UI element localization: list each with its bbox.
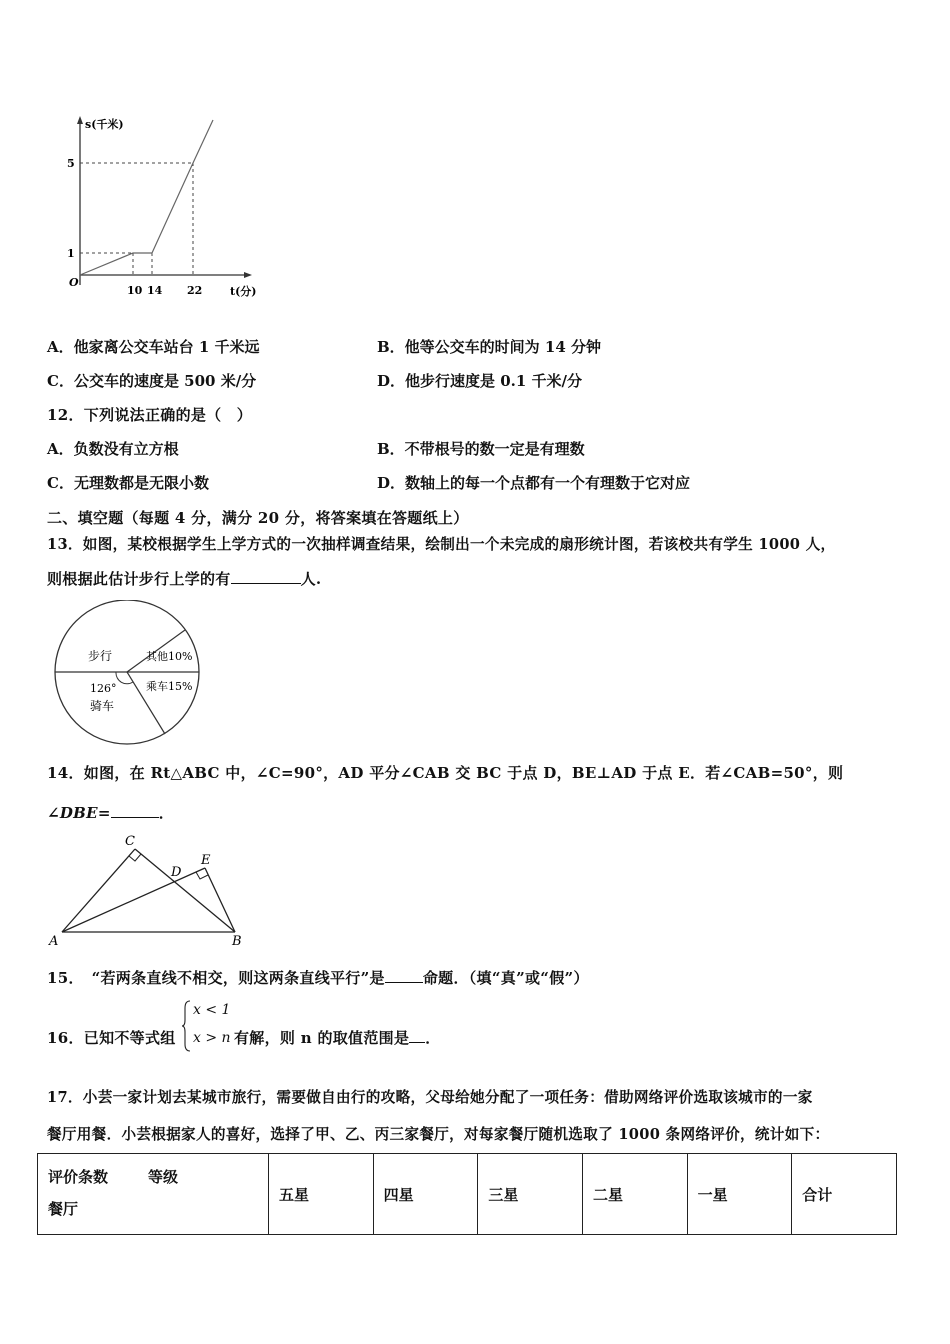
q12-option-b: B．不带根号的数一定是有理数 [377,440,585,458]
label-d: D [171,865,182,880]
segment-ae [62,868,205,932]
q17-line2: 餐厅用餐．小芸根据家人的喜好，选择了甲、乙、丙三家餐厅，对每家餐厅随机选取了 1000 条网络评价，统计如下： [47,1126,830,1143]
q14-line2 [47,802,174,823]
x-tick-22: 22 [187,284,203,297]
segment-cb [135,849,235,932]
q16-post-text: 有解，则 n 的取值范围是 [234,1029,410,1047]
q16-post [234,1027,441,1048]
q16-end: ． [425,1029,441,1047]
right-angle-e [196,872,208,879]
table-header-row [38,1154,897,1235]
q12-option-c: C．无理数都是无限小数 [47,474,209,492]
q12-option-d: D．数轴上的每一个点都有一个有理数于它对应 [377,474,691,492]
q14-answer-blank [111,817,159,818]
segment-eb [205,868,235,932]
col-one-star: 一星 [687,1154,792,1235]
q13-line2-post: 人. [300,570,322,588]
q11-option-b: B．他等公交车的时间为 14 分钟 [377,338,601,356]
section-2-heading: 二、填空题（每题 4 分，满分 20 分，将答案填在答题纸上） [47,509,469,527]
header-restaurant-label: 餐厅 [48,1200,79,1218]
q16-inequality-1: x < 1 [193,1002,231,1018]
header-count-label: 评价条数 [48,1168,109,1186]
label-b: B [232,934,242,949]
graph-line [80,120,213,275]
q11-option-d: D．他步行速度是 0.1 千米/分 [377,372,583,390]
q14-line2-post: ． [158,804,175,822]
y-tick-5: 5 [67,157,75,170]
pie-label-angle: 126° [90,682,117,695]
label-a: A [49,934,59,949]
table-header-corner [38,1154,269,1235]
system-brace [182,1000,192,1052]
q15-post: 命题．（填“真”或“假”） [422,969,589,987]
q13-line2-pre: 则根据此估计步行上学的有 [47,570,231,588]
pie-label-bus: 乘车15% [146,680,193,693]
x-axis-label: t(分) [230,285,257,298]
q16-inequality-2: x > n [193,1030,231,1046]
q16-pre: 16．已知不等式组 [47,1029,176,1047]
triangle-figure [45,830,255,950]
label-c: C [125,834,135,849]
pie-label-other: 其他10% [146,650,193,663]
segment-ac [62,849,135,932]
pie-label-ride: 骑车 [90,699,115,713]
q14-line1: 14．如图，在 Rt△ABC 中，∠C=90°，AD 平分∠CAB 交 BC 于点 D，BE⊥AD 于点 E．若∠CAB=50°，则 [47,764,844,782]
q14-line2-pre: ∠DBE= [47,804,111,822]
q11-option-a: A．他家离公交车站台 1 千米远 [47,338,260,356]
q11-option-c: C．公交车的速度是 500 米/分 [47,372,257,390]
pie-chart [50,600,205,750]
x-axis-arrow [244,272,252,278]
col-four-star: 四星 [373,1154,478,1235]
col-total: 合计 [792,1154,897,1235]
q12-stem: 12．下列说法正确的是（ ） [47,406,253,424]
y-tick-1: 1 [67,247,75,260]
distance-time-graph [55,110,275,310]
q15-answer-blank [385,982,423,983]
pie-label-walk: 步行 [88,649,113,663]
col-two-star: 二星 [582,1154,687,1235]
col-five-star: 五星 [269,1154,374,1235]
q15-pre: 15． “若两条直线不相交，则这两条直线平行”是 [47,969,385,987]
col-three-star: 三星 [478,1154,583,1235]
q13-line1: 13．如图，某校根据学生上学方式的一次抽样调查结果，绘制出一个未完成的扇形统计图，若该校共有学生 1000 人， [47,536,836,553]
header-grade-label: 等级 [148,1168,179,1186]
q16-answer-blank [409,1042,425,1043]
right-angle-c [129,854,141,861]
label-e: E [201,853,211,868]
y-axis-label: s(千米) [85,118,124,131]
rating-table [37,1153,897,1235]
x-tick-14: 14 [147,284,163,297]
y-axis-arrow [77,116,83,124]
q17-line1: 17．小芸一家计划去某城市旅行，需要做自由行的攻略，父母给她分配了一项任务：借助网络评价选取该城市的一家 [47,1089,813,1106]
q13-line2 [47,568,321,589]
x-tick-10: 10 [127,284,143,297]
q12-option-a: A．负数没有立方根 [47,440,179,458]
q13-answer-blank [231,583,301,584]
origin-label: O [69,276,79,289]
q15 [47,967,589,988]
